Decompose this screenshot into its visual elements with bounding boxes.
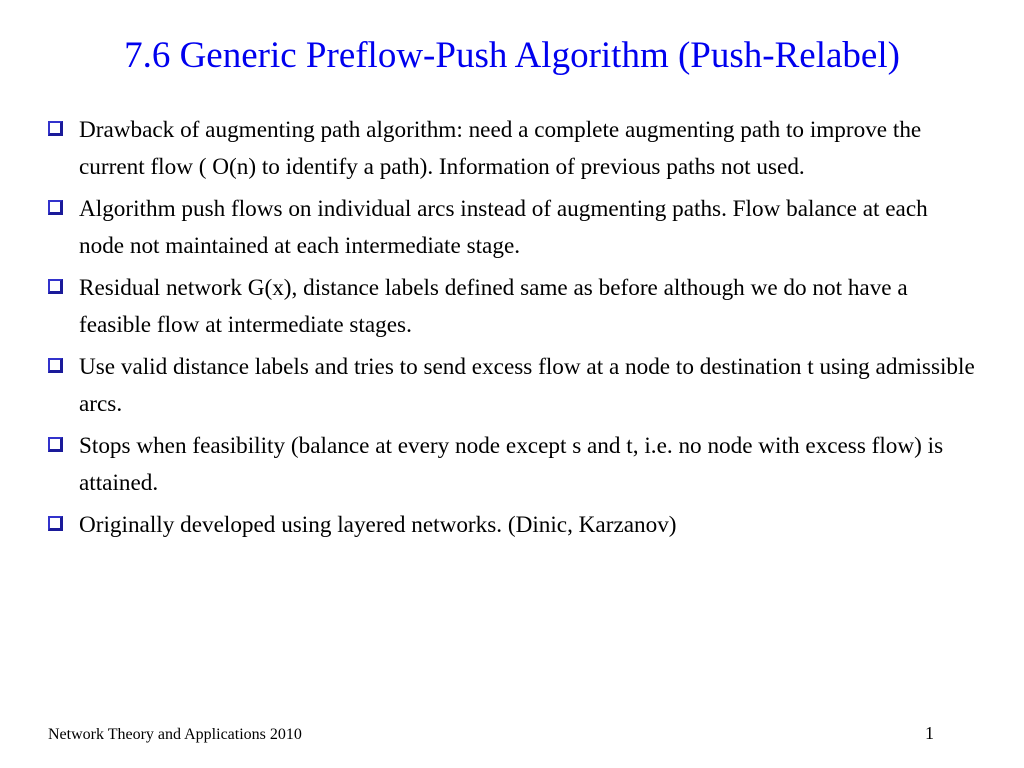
hollow-square-bullet-icon (48, 437, 63, 452)
bullet-item (48, 270, 978, 344)
bullet-text: Drawback of augmenting path algorithm: need a complete augmenting path to improve the current flow ( O(n) to identify a path). Information of previous paths not used. (79, 117, 922, 180)
hollow-square-bullet-icon (48, 358, 63, 373)
bullet-text: Stops when feasibility (balance at every node except s and t, i.e. no node with excess flow) is attained. (79, 433, 944, 496)
bullet-text: Use valid distance labels and tries to send excess flow at a node to destination t using admissible arcs. (79, 354, 975, 417)
page-number: 1 (925, 723, 934, 743)
bullet-item (48, 507, 978, 544)
hollow-square-bullet-icon (48, 121, 63, 136)
bullet-text: Algorithm push flows on individual arcs instead of augmenting paths. Flow balance at each node not maintained at each intermediate stage. (79, 196, 928, 259)
bullet-list (48, 112, 978, 549)
bullet-text: Originally developed using layered networks. (Dinic, Karzanov) (79, 512, 677, 538)
bullet-item (48, 191, 978, 265)
bullet-item (48, 349, 978, 423)
hollow-square-bullet-icon (48, 200, 63, 215)
slide-title: 7.6 Generic Preflow-Push Algorithm (Push-Relabel) (124, 35, 900, 76)
bullet-item (48, 428, 978, 502)
hollow-square-bullet-icon (48, 516, 63, 531)
bullet-item (48, 112, 978, 186)
footer-course-title: Network Theory and Applications 2010 (48, 726, 302, 743)
bullet-text: Residual network G(x), distance labels defined same as before although we do not have a feasible flow at intermediate stages. (79, 275, 908, 338)
hollow-square-bullet-icon (48, 279, 63, 294)
